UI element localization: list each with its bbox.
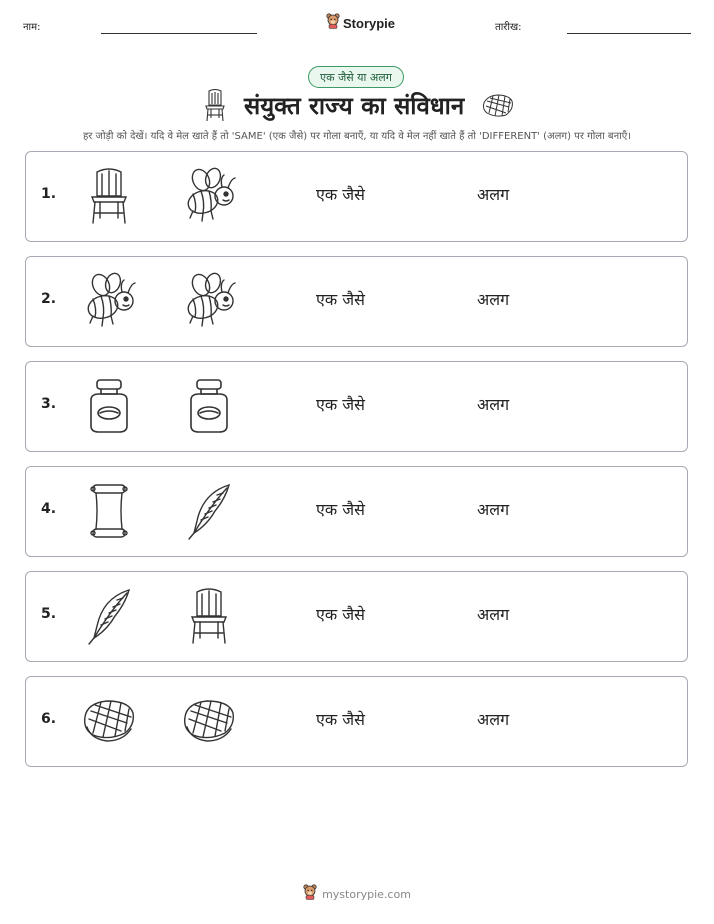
quill-icon: [79, 586, 139, 646]
chair-icon: [79, 166, 139, 226]
footer: [0, 884, 714, 904]
pair-row-2: [25, 256, 688, 347]
same-option[interactable]: एक जैसे: [316, 290, 365, 309]
title-row: [0, 89, 714, 123]
chair-icon: [202, 89, 228, 127]
brand-logo: [326, 13, 395, 33]
pair-row-3: [25, 361, 688, 452]
same-option[interactable]: एक जैसे: [316, 185, 365, 204]
different-option[interactable]: अलग: [477, 290, 510, 309]
pair-row-4: [25, 466, 688, 557]
bee-icon: [179, 271, 239, 331]
date-line[interactable]: [567, 33, 691, 34]
name-line[interactable]: [101, 33, 257, 34]
worksheet-type-badge: एक जैसे या अलग: [308, 66, 404, 88]
row-number: 4.: [41, 501, 57, 517]
same-option[interactable]: एक जैसे: [316, 395, 365, 414]
bear-mascot-icon: [303, 884, 317, 904]
brand-name: Storypie: [343, 15, 396, 31]
footer-link[interactable]: mystorypie.com: [322, 887, 411, 901]
chair-icon: [179, 586, 239, 646]
row-number: 2.: [41, 291, 57, 307]
instructions: हर जोड़ी को देखें। यदि वे मेल खाते हैं तो 'SAME' (एक जैसे) पर गोला बनाएँ, या यदि वे मेल नहीं खाते हैं तो 'DIFFERENT' (अलग) पर गोला बनाएँ।: [82, 131, 632, 142]
same-option[interactable]: एक जैसे: [316, 710, 365, 729]
same-option[interactable]: एक जैसे: [316, 500, 365, 519]
different-option[interactable]: अलग: [477, 500, 510, 519]
row-number: 3.: [41, 396, 57, 412]
different-option[interactable]: अलग: [477, 395, 510, 414]
different-option[interactable]: अलग: [477, 605, 510, 624]
inkwell-icon: [79, 376, 139, 436]
page-title: संयुक्त राज्य का संविधान: [244, 92, 465, 120]
different-option[interactable]: अलग: [477, 185, 510, 204]
quilt-icon: [179, 691, 239, 751]
row-number: 5.: [41, 606, 57, 622]
quill-icon: [179, 481, 239, 541]
name-label: नाम:: [23, 22, 41, 33]
bee-icon: [79, 271, 139, 331]
bee-icon: [179, 166, 239, 226]
scroll-icon: [79, 481, 139, 541]
pair-row-1: [25, 151, 688, 242]
quilt-icon: [481, 93, 515, 123]
inkwell-icon: [179, 376, 239, 436]
different-option[interactable]: अलग: [477, 710, 510, 729]
bear-mascot-icon: [326, 13, 340, 33]
pair-row-5: [25, 571, 688, 662]
pair-row-6: [25, 676, 688, 767]
quilt-icon: [79, 691, 139, 751]
row-number: 6.: [41, 711, 57, 727]
date-label: तारीख:: [495, 22, 522, 33]
row-number: 1.: [41, 186, 57, 202]
same-option[interactable]: एक जैसे: [316, 605, 365, 624]
